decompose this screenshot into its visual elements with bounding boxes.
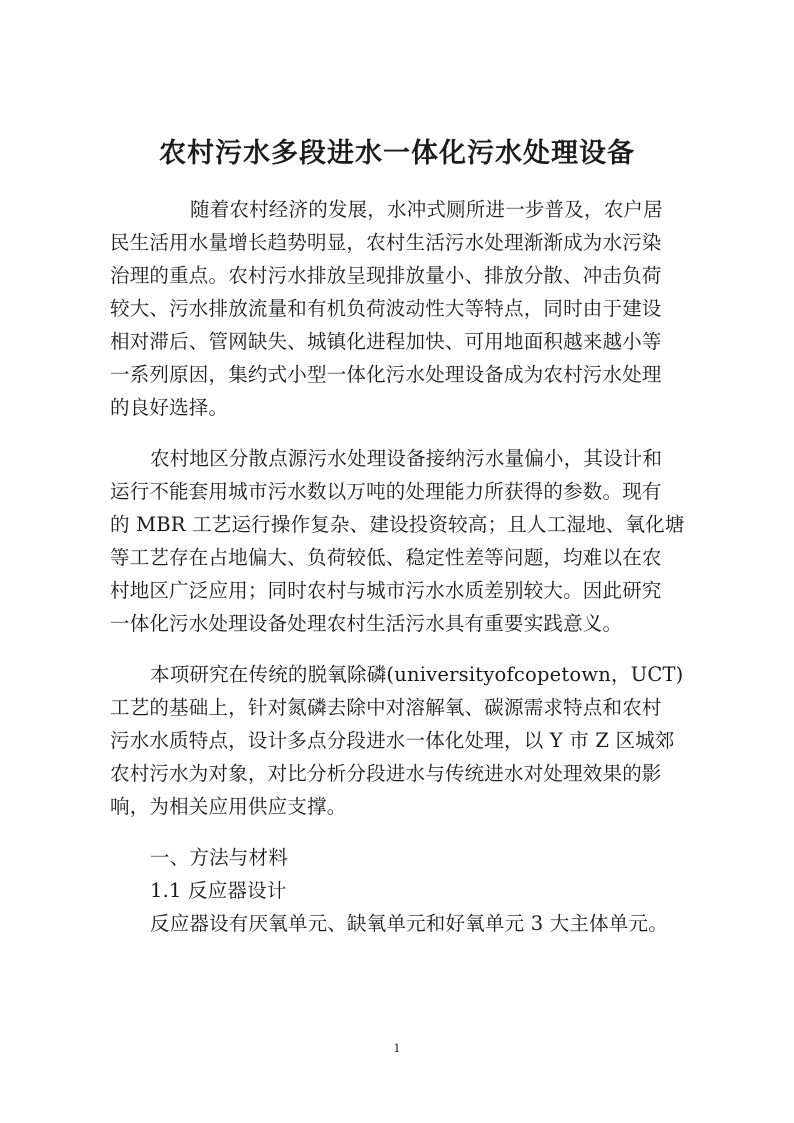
paragraph-line: 本项研究在传统的脱氧除磷(universityofcopetown，UCT) (150, 663, 684, 686)
paragraph-line: 响，为相关应用供应支撑。 (110, 795, 347, 818)
paragraph-line: 工艺的基础上，针对氮磷去除中对溶解氧、碳源需求特点和农村 (110, 696, 662, 719)
paragraph-line: 农村地区分散点源污水处理设备接纳污水量偏小，其设计和 (150, 447, 663, 470)
document-title: 农村污水多段进水一体化污水处理设备 (159, 138, 635, 169)
paragraph-line: 的良好选择。 (110, 396, 229, 419)
paragraph-line: 治理的重点。农村污水排放呈现排放量小、排放分散、冲击负荷 (110, 264, 662, 287)
paragraph-line: 随着农村经济的发展，水冲式厕所进一步普及，农户居 (190, 198, 663, 221)
page-number: 1 (393, 1042, 401, 1055)
paragraph-line: 一体化污水处理设备处理农村生活污水具有重要实践意义。 (110, 612, 623, 635)
paragraph-line: 运行不能套用城市污水数以万吨的处理能力所获得的参数。现有 (110, 480, 662, 503)
paragraph-line: 农村污水为对象，对比分析分段进水与传统进水对处理效果的影 (110, 762, 662, 785)
paragraph-line: 较大、污水排放流量和有机负荷波动性大等特点，同时由于建设 (110, 297, 662, 320)
paragraph-line: 相对滞后、管网缺失、城镇化进程加快、可用地面积越来越小等 (110, 330, 662, 353)
subsection-heading: 1.1 反应器设计 (150, 879, 287, 902)
paragraph-line: 等工艺存在占地偏大、负荷较低、稳定性差等问题，均难以在农 (110, 546, 662, 569)
paragraph-line: 反应器设有厌氧单元、缺氧单元和好氧单元 3 大主体单元。 (150, 912, 668, 935)
paragraph-line: 污水水质特点，设计多点分段进水一体化处理，以 Y 市 Z 区城郊 (110, 729, 675, 752)
section-heading: 一、方法与材料 (150, 846, 288, 869)
paragraph-line: 民生活用水量增长趋势明显，农村生活污水处理渐渐成为水污染 (110, 231, 662, 254)
paragraph-line: 一系列原因，集约式小型一体化污水处理设备成为农村污水处理 (110, 363, 662, 386)
paragraph-line: 村地区广泛应用；同时农村与城市污水水质差别较大。因此研究 (110, 579, 662, 602)
paragraph-line: 的 MBR 工艺运行操作复杂、建设投资较高；且人工湿地、氧化塘 (110, 513, 685, 536)
